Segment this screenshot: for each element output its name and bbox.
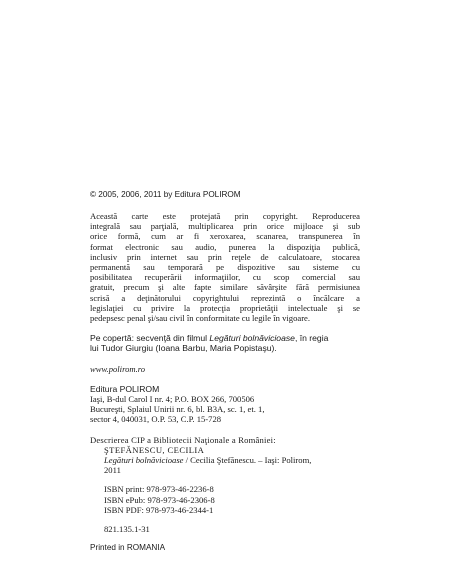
protection-line: permanentă sau temporară pe dispozitive sau sisteme cu	[90, 262, 360, 273]
protection-line: gratuit, precum şi alte fapte similare săvârşite fără permisiunea	[90, 282, 360, 293]
cip-book-details: / Cecilia Ştefănescu. – Iaşi: Polirom,	[183, 455, 312, 466]
publisher-address-line: Iaşi, B-dul Carol I nr. 4; P.O. BOX 266, 700506	[90, 394, 255, 405]
cip-title: Descrierea CIP a Bibliotecii Naţionale a României:	[90, 434, 276, 445]
publisher-name: Editura POLIROM	[90, 383, 160, 394]
protection-line: legislaţiei cu privire la protecţia proprietăţii intelectuale şi se	[90, 302, 360, 313]
cip-description	[90, 435, 360, 535]
isbn-pdf: ISBN PDF: 978-973-46-2344-1	[104, 504, 214, 515]
protection-line: orice formă, cum ar fi xeroxarea, scanarea, transpunerea în	[90, 231, 360, 242]
cover-prefix: Pe copertă: secvenţă din filmul	[90, 333, 210, 344]
cip-author: ŞTEFĂNESCU, CECILIA	[104, 444, 205, 455]
protection-line: pedepsesc penal şi/sau civil în conformitate cu legile în vigoare.	[90, 313, 311, 324]
protection-paragraph	[90, 211, 360, 323]
protection-line: integrală sau parţială, multiplicarea prin orice mijloace şi sub	[90, 221, 360, 232]
cip-classification: 821.135.1-31	[104, 524, 150, 535]
cover-film-title: Legături bolnăvicioase	[209, 333, 295, 344]
cover-suffix: , în regia	[294, 333, 329, 344]
publisher-info	[90, 384, 360, 425]
publisher-address-line: sector 4, 040031, O.P. 53, C.P. 15-728	[90, 414, 222, 425]
printed-in: Printed in ROMANIA	[90, 543, 166, 553]
cip-book-title-line	[90, 455, 360, 465]
protection-line: inclusiv prin internet sau prin reţele de calculatoare, stocarea	[90, 251, 360, 262]
isbn-epub: ISBN ePub: 978-973-46-2306-8	[104, 494, 215, 505]
protection-line: posibilitatea recuperării informaţiilor, cu scop comercial sau	[90, 272, 360, 283]
protection-line: scrisă a deţinătorului copyrightului reprezintă o încălcare a	[90, 292, 360, 303]
protection-line: format electronic sau audio, punerea la dispoziţia publică,	[90, 241, 360, 252]
cip-book-title: Legături bolnăvicioase	[104, 455, 184, 466]
cover-credit-line-1	[90, 333, 360, 343]
protection-line: Această carte este protejată prin copyright. Reproducerea	[90, 211, 360, 221]
cover-credit	[90, 333, 360, 353]
copyright-notice: © 2005, 2006, 2011 by Editura POLIROM	[90, 190, 241, 199]
website-link[interactable]: www.polirom.ro	[90, 363, 146, 374]
cover-credit-line-2: lui Tudor Giurgiu (Ioana Barbu, Maria Popistaşu).	[90, 343, 277, 354]
cip-year: 2011	[104, 465, 121, 476]
copyright-page	[90, 190, 360, 553]
publisher-address-line: Bucureşti, Splaiul Unirii nr. 6, bl. B3A, sc. 1, et. 1,	[90, 404, 265, 415]
isbn-print: ISBN print: 978-973-46-2236-8	[104, 484, 214, 495]
